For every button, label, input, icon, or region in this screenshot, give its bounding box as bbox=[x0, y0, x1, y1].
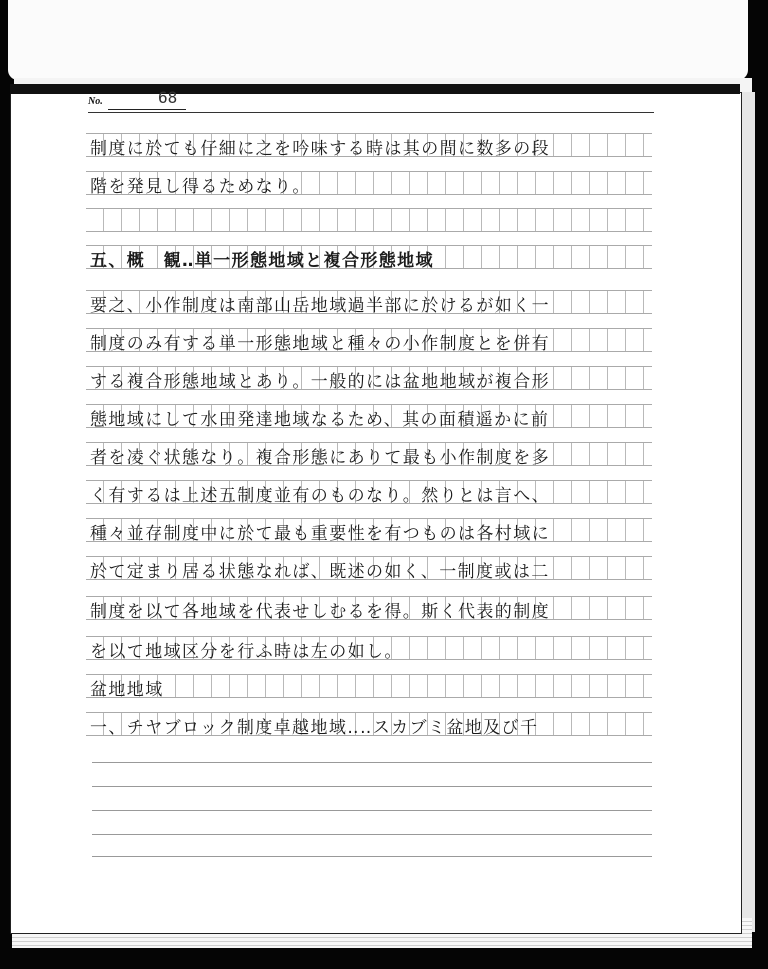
manuscript-row-6 bbox=[86, 328, 652, 352]
manuscript-row-9 bbox=[86, 442, 652, 466]
handwritten-line: 者を凌ぐ状態なり。複合形態にありて最も小作制度を多 bbox=[90, 448, 550, 465]
handwritten-line: 制度のみ有する単一形態地域と種々の小作制度とを併有 bbox=[90, 334, 550, 351]
manuscript-row-8 bbox=[86, 404, 652, 428]
handwritten-line: 要之、小作制度は南部山岳地域過半部に於けるが如く一 bbox=[90, 296, 550, 313]
manuscript-row-12 bbox=[86, 556, 652, 580]
handwritten-line: を以て地域区分を行ふ時は左の如し。 bbox=[90, 642, 403, 659]
blank-rule bbox=[92, 786, 652, 787]
manuscript-row-4 bbox=[86, 245, 652, 269]
manuscript-row-16 bbox=[86, 712, 652, 736]
handwritten-line: 階を発見し得るためなり。 bbox=[90, 177, 311, 194]
manuscript-row-11 bbox=[86, 518, 652, 542]
blank-rule bbox=[92, 762, 652, 763]
handwritten-line: 盆地地域 bbox=[90, 680, 164, 697]
handwritten-line: 種々並存制度中に於て最も重要性を有つものは各村域に bbox=[90, 524, 550, 541]
page-stack-side bbox=[740, 92, 755, 932]
page-number bbox=[88, 88, 178, 107]
page-number-label: No. bbox=[88, 96, 103, 107]
manuscript-row-15 bbox=[86, 674, 652, 698]
manuscript-row-14 bbox=[86, 636, 652, 660]
manuscript-row-5 bbox=[86, 290, 652, 314]
manuscript-row-10 bbox=[86, 480, 652, 504]
page-number-underline bbox=[108, 109, 186, 110]
handwritten-line: 於て定まり居る状態なれば、既述の如く、一制度或は二 bbox=[90, 562, 550, 579]
handwritten-line: 制度に於ても仔細に之を吟味する時は其の間に数多の段 bbox=[90, 139, 550, 156]
manuscript-row-7 bbox=[86, 366, 652, 390]
page-number-value: 68 bbox=[158, 88, 178, 107]
handwritten-line: 一、チヤブロック制度卓越地域‥‥スカブミ盆地及び千 bbox=[90, 718, 539, 735]
manuscript-row-2 bbox=[86, 171, 652, 195]
handwritten-line: する複合形態地域とあり。一般的には盆地地域が複合形 bbox=[90, 372, 550, 389]
previous-page-edge bbox=[8, 0, 748, 80]
manuscript-row-13 bbox=[86, 596, 652, 620]
manuscript-row-1 bbox=[86, 133, 652, 157]
manuscript-row-3 bbox=[86, 208, 652, 232]
handwritten-line: 態地域にして水田発達地域なるため、其の面積遥かに前 bbox=[90, 410, 550, 427]
handwritten-line: 制度を以て各地域を代表せしむるを得。斯く代表的制度 bbox=[90, 602, 550, 619]
blank-rule bbox=[92, 856, 652, 857]
blank-rule bbox=[92, 810, 652, 811]
handwritten-line: く有するは上述五制度並有のものなり。然りとは言へ、 bbox=[90, 486, 550, 503]
notebook-binding bbox=[10, 84, 740, 94]
top-rule bbox=[88, 112, 654, 113]
section-heading: 五、概 観‥単一形態地域と複合形態地域 bbox=[90, 251, 434, 268]
blank-rule bbox=[92, 834, 652, 835]
handwritten-line bbox=[86, 209, 652, 231]
